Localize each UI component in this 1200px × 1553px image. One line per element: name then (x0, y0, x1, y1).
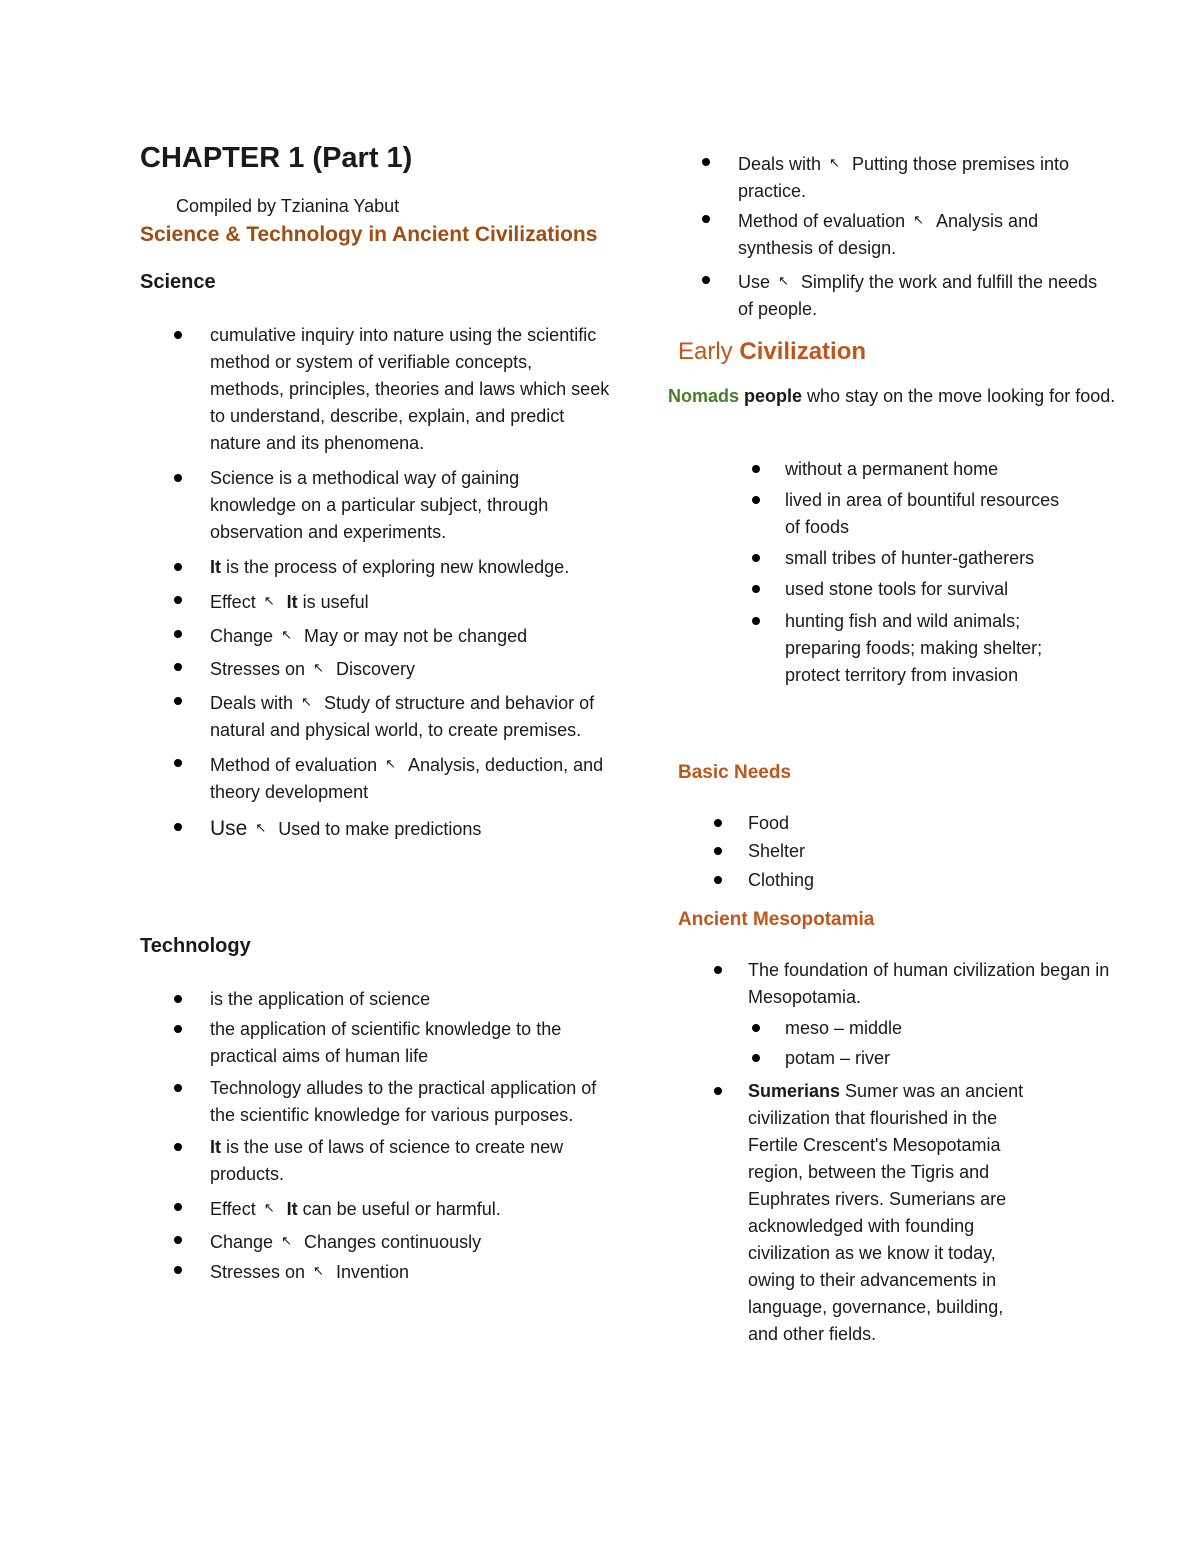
science-list (140, 322, 610, 843)
item-text: is useful (297, 592, 369, 612)
science-heading: Science (140, 271, 216, 293)
list-item (140, 587, 610, 616)
item-label: Deals with (210, 693, 294, 713)
list-item (140, 1134, 610, 1188)
civilization-word: Civilization (739, 338, 867, 365)
list-item (668, 149, 1108, 205)
list-item (668, 206, 1108, 262)
list-item (668, 957, 1138, 1011)
list-item (140, 986, 610, 1013)
bullet-icon (174, 1236, 182, 1244)
list-item (668, 1045, 1068, 1072)
item-text: Shelter (748, 841, 806, 861)
list-item (140, 1227, 610, 1256)
list-item (140, 750, 610, 806)
list-item (140, 1257, 610, 1286)
bullet-icon (174, 1025, 182, 1033)
item-text: lived in area of bountiful resources of foods (785, 490, 1060, 537)
early-word: Early (678, 338, 733, 365)
compiled-by: Compiled by Tzianina Yabut (176, 196, 400, 216)
list-item (140, 1194, 610, 1223)
item-text: Clothing (748, 870, 815, 890)
bullet-icon (714, 819, 722, 827)
list-item (668, 1015, 1068, 1042)
item-text: May or may not be changed (303, 626, 528, 646)
list-item (668, 456, 1068, 483)
bullet-icon (752, 496, 760, 504)
bullet-icon (752, 1054, 760, 1062)
nomads-bold: people (744, 386, 803, 406)
early-civilization-heading (678, 338, 866, 366)
bullet-icon (752, 465, 760, 473)
basic-needs-list (668, 810, 968, 894)
list-item (668, 810, 968, 837)
bullet-icon (702, 158, 710, 166)
item-text: meso – middle (785, 1018, 903, 1038)
list-item (140, 688, 610, 744)
item-label: Effect (210, 1199, 256, 1219)
item-text: Analysis and synthesis of design. (738, 211, 1039, 258)
arrow-icon: ↖ (385, 756, 397, 771)
nomads-definition (668, 383, 1128, 410)
technology-list (140, 986, 610, 1286)
arrow-icon: ↖ (313, 660, 324, 675)
item-text: Invention (335, 1262, 410, 1282)
arrow-icon: ↖ (778, 273, 789, 288)
bullet-icon (702, 215, 710, 223)
item-label: Change (210, 626, 274, 646)
item-text: without a permanent home (785, 459, 999, 479)
arrow-icon: ↖ (301, 694, 312, 709)
arrow-icon: ↖ (829, 155, 840, 170)
mesopotamia-heading: Ancient Mesopotamia (678, 909, 875, 930)
arrow-icon: ↖ (913, 212, 925, 227)
list-item (668, 608, 1068, 689)
item-label: Method of evaluation (210, 755, 378, 775)
bullet-icon (752, 1024, 760, 1032)
arrow-icon: ↖ (313, 1263, 324, 1278)
nomads-list (668, 456, 1068, 689)
item-text: used stone tools for survival (785, 579, 1009, 599)
list-item (140, 322, 610, 457)
subtitle: Science & Technology in Ancient Civilizations (140, 223, 598, 246)
item-text: Discovery (335, 659, 415, 679)
item-text: Study of structure and behavior of natural and physical world, to create premises. (210, 693, 595, 740)
bullet-icon (714, 966, 722, 974)
bullet-icon (174, 823, 182, 831)
technology-continued-list (668, 149, 1108, 323)
bullet-icon (752, 585, 760, 593)
item-label: Effect (210, 592, 256, 612)
item-text: cumulative inquiry into nature using the scientific method or system of verifiable concepts, methods, principles, theories and laws which seek to understand, describe, explain, and predict nature and its phenomena. (210, 325, 610, 453)
bullet-icon (174, 1084, 182, 1092)
item-text: Used to make predictions (278, 819, 482, 839)
bullet-icon (714, 847, 722, 855)
list-item (140, 465, 610, 546)
item-bold-lead: It (210, 557, 221, 577)
bullet-icon (174, 630, 182, 638)
nomads-text: who stay on the move looking for food. (802, 386, 1116, 406)
arrow-icon: ↖ (255, 820, 267, 835)
nomads-term: Nomads (668, 386, 740, 406)
item-text: hunting fish and wild animals; preparing foods; making shelter; protect territory from invasion (785, 611, 1043, 685)
item-text: can be useful or harmful. (297, 1199, 501, 1219)
item-label: Change (210, 1232, 274, 1252)
item-bold-lead: It (210, 1137, 221, 1157)
bullet-icon (174, 697, 182, 705)
item-label: Deals with (738, 154, 822, 174)
item-text: Food (748, 813, 790, 833)
list-item (668, 267, 1108, 323)
item-text: Putting those premises into practice. (738, 154, 1070, 201)
mesopotamia-list (668, 957, 1138, 1011)
item-text: is the application of science (210, 989, 431, 1009)
item-label: Stresses on (210, 659, 306, 679)
item-label: Stresses on (210, 1262, 306, 1282)
arrow-icon: ↖ (263, 593, 275, 608)
mesopotamia-intro: The foundation of human civilization began in Mesopotamia. (748, 960, 1110, 1007)
item-label: Method of evaluation (738, 211, 906, 231)
bullet-icon (174, 563, 182, 571)
bullet-icon (714, 876, 722, 884)
bullet-icon (174, 1266, 182, 1274)
bullet-icon (174, 596, 182, 604)
bullet-icon (174, 1143, 182, 1151)
list-item (668, 576, 1068, 603)
list-item (140, 554, 610, 581)
list-item (668, 867, 968, 894)
page-title: CHAPTER 1 (Part 1) (140, 142, 413, 174)
bullet-icon (174, 1203, 182, 1211)
mesopotamia-sublist (668, 1015, 1068, 1072)
item-text: the application of scientific knowledge to the practical aims of human life (210, 1019, 562, 1066)
list-item (140, 1075, 610, 1129)
bullet-icon (174, 759, 182, 767)
list-item (140, 621, 610, 650)
item-text: is the process of exploring new knowledge. (221, 557, 570, 577)
list-item (140, 814, 610, 843)
bullet-icon (174, 663, 182, 671)
sumerians-term: Sumerians (748, 1081, 841, 1101)
item-bold-lead: It (286, 1199, 298, 1219)
item-label: Use (738, 272, 771, 292)
item-label: Use (210, 817, 248, 840)
sumerians-list (668, 1078, 1038, 1348)
sumerians-text: Sumer was an ancient civilization that flourished in the Fertile Crescent's Mesopotamia region, between the Tigris and Euphrates rivers. Sumerians are acknowledged with founding civilization as we know it today, owing to their advancements in language, governance, building, and other fields. (748, 1081, 1024, 1344)
arrow-icon: ↖ (281, 1233, 292, 1248)
bullet-icon (702, 276, 710, 284)
basic-needs-heading: Basic Needs (678, 762, 792, 783)
list-item (668, 545, 1068, 572)
item-text: Simplify the work and fulfill the needs of people. (738, 272, 1098, 319)
arrow-icon: ↖ (263, 1200, 275, 1215)
list-item (140, 1016, 610, 1070)
bullet-icon (752, 617, 760, 625)
item-text: Technology alludes to the practical application of the scientific knowledge for various purposes. (210, 1078, 597, 1125)
bullet-icon (174, 331, 182, 339)
item-bold-lead: It (286, 592, 298, 612)
bullet-icon (174, 474, 182, 482)
technology-heading: Technology (140, 935, 251, 957)
list-item (668, 838, 968, 865)
item-text: potam – river (785, 1048, 891, 1068)
list-item (140, 654, 610, 683)
list-item (668, 487, 1068, 541)
bullet-icon (752, 554, 760, 562)
bullet-icon (714, 1087, 722, 1095)
item-text: Science is a methodical way of gaining knowledge on a particular subject, through observation and experiments. (210, 468, 549, 542)
arrow-icon: ↖ (281, 627, 292, 642)
list-item (668, 1078, 1038, 1348)
item-text: Analysis, deduction, and theory development (210, 755, 604, 802)
item-text: is the use of laws of science to create new products. (210, 1137, 564, 1184)
item-text: small tribes of hunter-gatherers (785, 548, 1035, 568)
bullet-icon (174, 995, 182, 1003)
item-text: Changes continuously (303, 1232, 482, 1252)
